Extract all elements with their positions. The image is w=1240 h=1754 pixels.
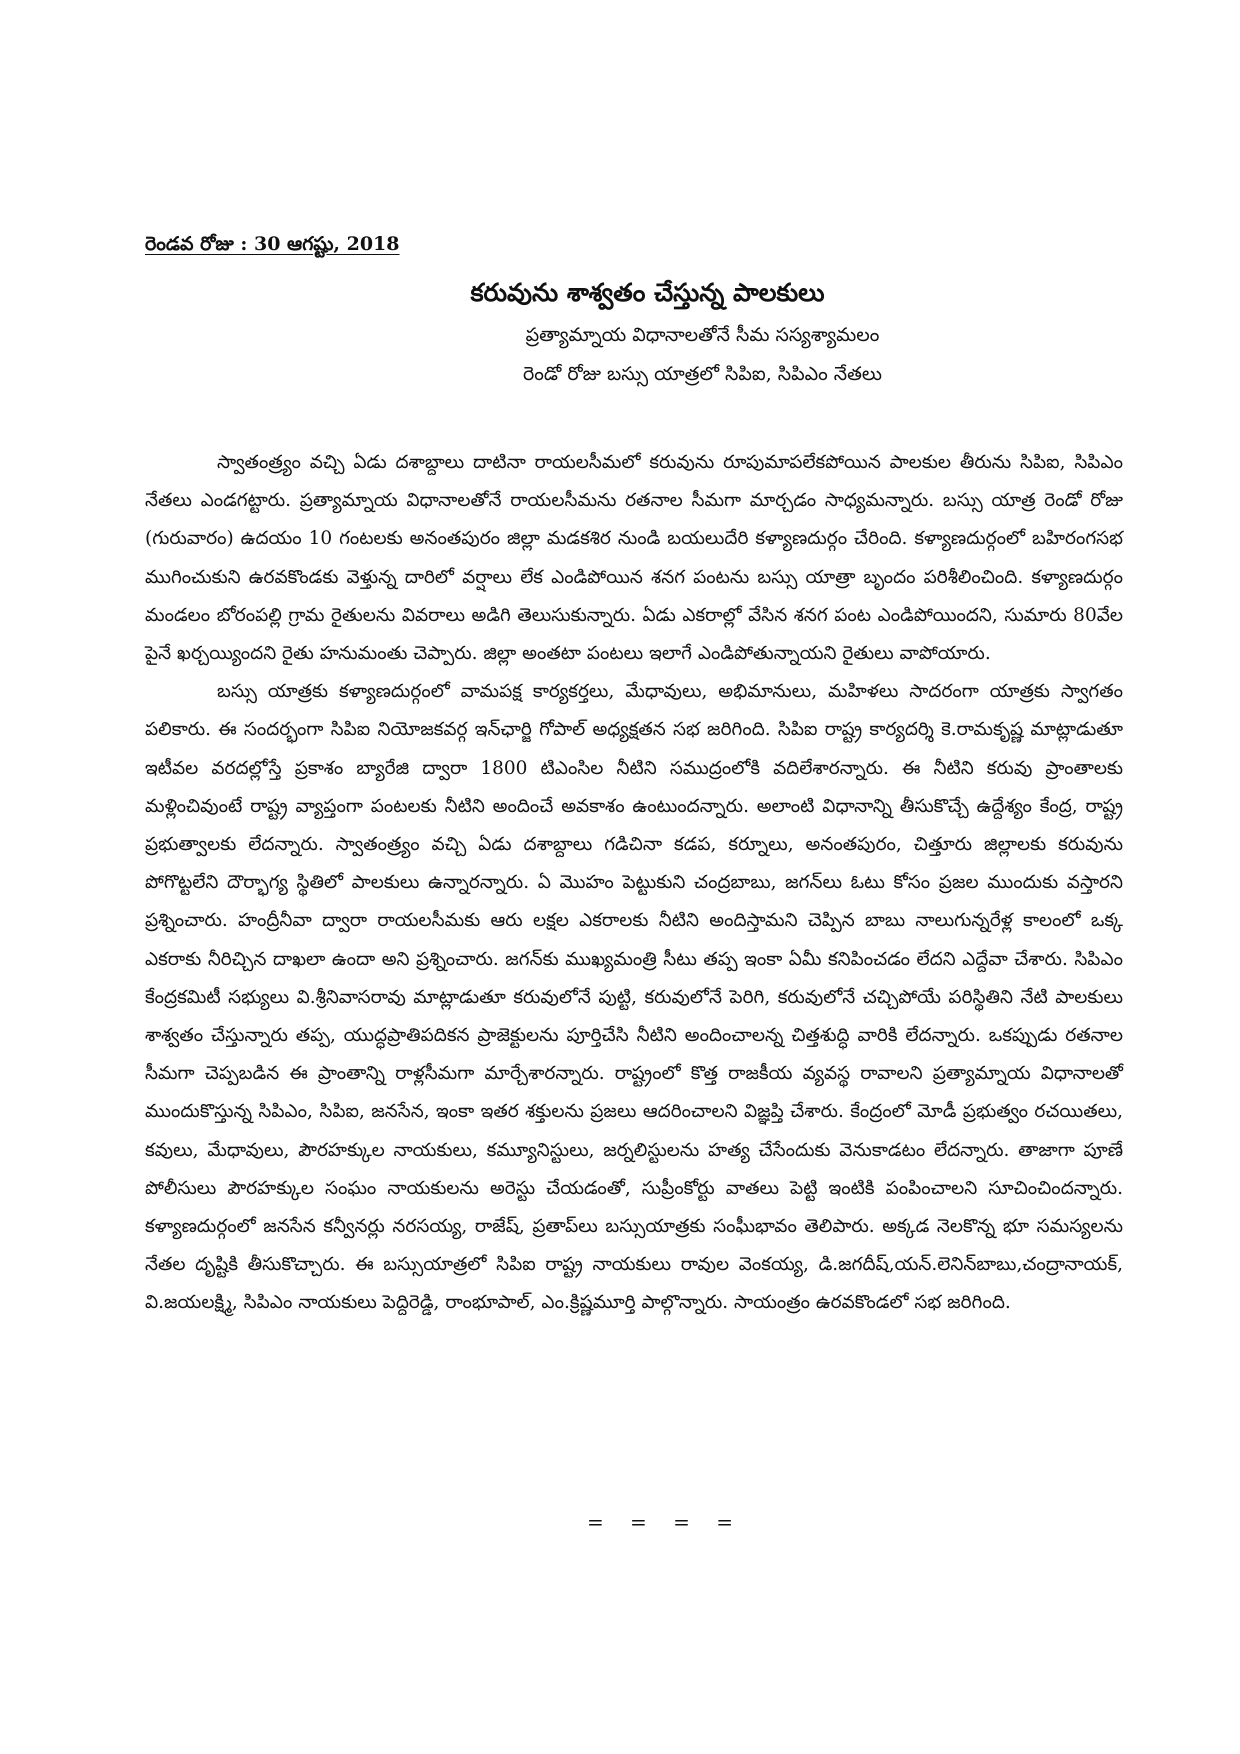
paragraph-2: బస్సు యాత్రకు కళ్యాణదుర్గంలో వామపక్ష కార్యకర్తలు, మేధావులు, అభిమానులు, మహిళలు సాదరంగా యాత్రకు స్వాగతం పలికారు. ఈ సందర్భంగా సిపిఐ నియోజకవర్గ ఇన్‌ఛార్జి గోపాల్ అధ్యక్షతన సభ జరిగింది. సిపిఐ రాష్ట్ర కార్యదర్శి కె.రామకృష్ణ మాట్లాడుతూ ఇటీవల వరదల్లోస్తే ప్రకాశం బ్యారేజి ద్వారా 1800 టిఎంసిల నీటిని సముద్రంలోకి వదిలేశారన్నారు. ఈ నీటిని కరువు ప్రాంతాలకు మళ్లించివుంటే రాష్ట్ర వ్యాప్తంగా పంటలకు నీటిని అందించే అవకాశం ఉంటుందన్నారు. అలాంటి విధానాన్ని తీసుకొచ్చే ఉద్దేశ్యం కేంద్ర, రాష్ట్ర ప్రభుత్వాలకు లేదన్నారు. స్వాతంత్ర్యం వచ్చి ఏడు దశాబ్దాలు గడిచినా కడప, కర్నూలు, అనంతపురం, చిత్తూరు జిల్లాలకు కరువును పోగొట్టలేని దౌర్భాగ్య స్థితిలో పాలకులు ఉన్నారన్నారు. ఏ మొహం పెట్టుకుని చంద్రబాబు, జగన్‌లు ఓటు కోసం ప్రజల ముందుకు వస్తారని ప్రశ్నించారు. హంద్రీనీవా ద్వారా రాయలసీమకు ఆరు లక్షల ఎకరాలకు నీటిని అందిస్తామని చెప్పిన బాబు నాలుగున్నరేళ్ల కాలంలో ఒక్క ఎకరాకు నీరిచ్చిన దాఖలా ఉందా అని ప్రశ్నించారు. జగన్‌కు ముఖ్యమంత్రి సీటు తప్ప ఇంకా ఏమీ కనిపించడం లేదని ఎద్దేవా చేశారు. సిపిఎం కేంద్రకమిటీ సభ్యులు వి.శ్రీనివాసరావు మాట్లాడుతూ కరువులోనే పుట్టి, కరువులోనే పెరిగి, కరువులోనే చచ్చిపోయే పరిస్థితిని నేటి పాలకులు శాశ్వతం చేస్తున్నారు తప్ప, యుద్ధప్రాతిపదికన ప్రాజెక్టులను పూర్తిచేసి నీటిని అందించాలన్న చిత్తశుద్ధి వారికి లేదన్నారు. ఒకప్పుడు రతనాల సీమగా చెప్పబడిన ఈ ప్రాంతాన్ని రాళ్లసీమగా మార్చేశారన్నారు. రాష్ట్రంలో కొత్త రాజకీయ వ్యవస్థ రావాలని ప్రత్యామ్నాయ విధానాలతో ముందుకొస్తున్న సిపిఎం, సిపిఐ, జనసేన, ఇంకా ఇతర శక్తులను ప్రజలు ఆదరించాలని విజ్ఞప్తి చేశారు. కేంద్రంలో మోడీ ప్రభుత్వం రచయితలు, కవులు, మేధావులు, పౌరహక్కుల నాయకులు, కమ్యూనిస్టులు, జర్నలిస్టులను హత్య చేసేందుకు వెనుకాడటం లేదన్నారు. తాజాగా పూణే పోలీసులు పౌరహక్కుల సంఘం నాయకులను అరెస్టు చేయడంతో, సుప్రీంకోర్టు వాతలు పెట్టి ఇంటికి పంపించాలని సూచించిందన్నారు. కళ్యాణదుర్గంలో జనసేన కన్వీనర్లు నరసయ్య, రాజేష్, ప్రతాప్‌లు బస్సుయాత్రకు సంఘీభావం తెలిపారు. అక్కడ నెలకొన్న భూ సమస్యలను నేతల దృష్టికి తీసుకొచ్చారు. ఈ బస్సుయాత్రలో సిపిఐ రాష్ట్ర నాయకులు రావుల వెంకయ్య, డి.జగదీష్,యన్.లెనిన్‌బాబు,చంద్రానాయక్, వి.జయలక్ష్మి, సిపిఎం నాయకులు పెద్దిరెడ్డి, రాంభూపాల్, ఎం.క్రిష్ణమూర్తి పాల్గొన్నారు. సాయంత్రం ఉరవకొండలో సభ జరిగింది. — [145, 681, 1123, 1314]
dateline: రెండవ రోజు : 30 ఆగష్టు, 2018 — [145, 233, 400, 255]
headline: కరువును శాశ్వతం చేస్తున్న పాలకులు — [470, 278, 825, 307]
paragraph-1: స్వాతంత్ర్యం వచ్చి ఏడు దశాబ్దాలు దాటినా రాయలసీమలో కరువును రూపుమాపలేకపోయిన పాలకుల తీరును సిపిఐ, సిపిఎం నేతలు ఎండగట్టారు. ప్రత్యామ్నాయ విధానాలతోనే రాయలసీమను రతనాల సీమగా మార్చడం సాధ్యమన్నారు. బస్సు యాత్ర రెండో రోజు (గురువారం) ఉదయం 10 గంటలకు అనంతపురం జిల్లా మడకశిర నుండి బయలుదేరి కళ్యాణదుర్గం చేరింది. కళ్యాణదుర్గంలో బహిరంగసభ ముగించుకుని ఉరవకొండకు వెళ్తున్న దారిలో వర్షాలు లేక ఎండిపోయిన శనగ పంటను బస్సు యాత్రా బృందం పరిశీలించింది. కళ్యాణదుర్గం మండలం బోరంపల్లి గ్రామ రైతులను వివరాలు అడిగి తెలుసుకున్నారు. ఏడు ఎకరాల్లో వేసిన శనగ పంట ఎండిపోయిందని, సుమారు 80వేల పైనే ఖర్చయ్యిందని రైతు హనుమంతు చెప్పారు. జిల్లా అంతటా పంటలు ఇలాగే ఎండిపోతున్నాయని రైతులు వాపోయారు. — [145, 452, 1123, 665]
subhead-bus-yatra: రెండో రోజు బస్సు యాత్రలో సిపిఐ, సిపిఎం నేతలు — [523, 363, 882, 385]
end-mark: = = = = — [586, 1510, 744, 1534]
article-body — [145, 444, 1123, 1323]
subhead-alternative-policies: ప్రత్యామ్నాయ విధానాలతోనే సీమ సస్యశ్యామలం — [525, 324, 880, 346]
